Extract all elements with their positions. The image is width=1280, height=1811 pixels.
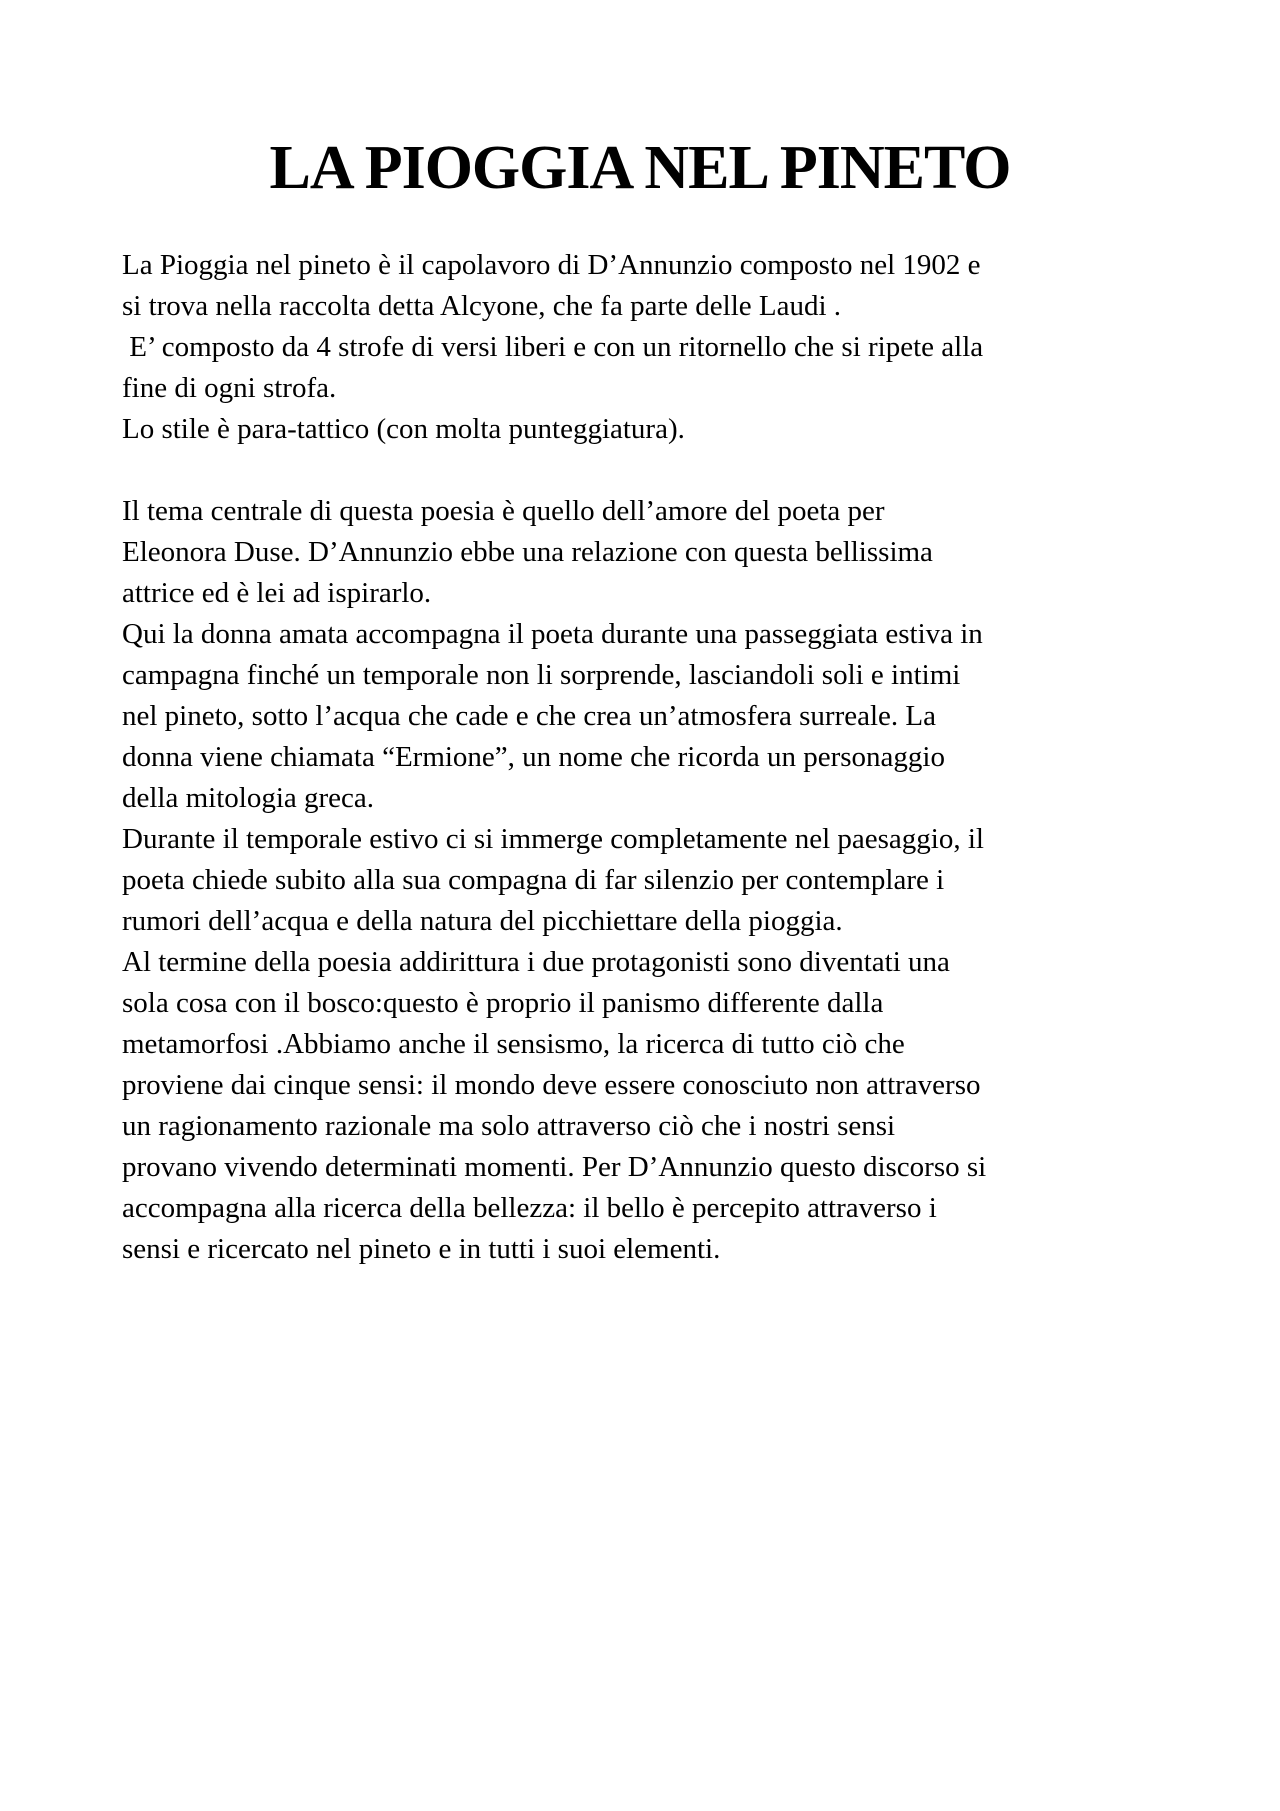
text-line-24: accompagna alla ricerca della bellezza: il bello è percepito attraverso i bbox=[122, 1192, 937, 1224]
text-line-18: Al termine della poesia addirittura i due protagonisti sono diventati una bbox=[122, 946, 950, 978]
text-line-14: della mitologia greca. bbox=[122, 782, 375, 814]
text-line-8: Eleonora Duse. D’Annunzio ebbe una relazione con questa bellissima bbox=[122, 536, 933, 568]
text-line-11: campagna finché un temporale non li sorprende, lasciandoli soli e intimi bbox=[122, 659, 961, 691]
text-line-5: Lo stile è para-tattico (con molta punteggiatura). bbox=[122, 413, 685, 445]
text-line-13: donna viene chiamata “Ermione”, un nome che ricorda un personaggio bbox=[122, 741, 945, 773]
text-line-17: rumori dell’acqua e della natura del picchiettare della pioggia. bbox=[122, 905, 843, 937]
text-line-19: sola cosa con il bosco:questo è proprio il panismo differente dalla bbox=[122, 987, 884, 1019]
text-line-25: sensi e ricercato nel pineto e in tutti i suoi elementi. bbox=[122, 1233, 721, 1265]
text-line-10: Qui la donna amata accompagna il poeta durante una passeggiata estiva in bbox=[122, 618, 983, 650]
text-line-3: E’ composto da 4 strofe di versi liberi e con un ritornello che si ripete alla bbox=[122, 331, 984, 363]
text-line-2: si trova nella raccolta detta Alcyone, che fa parte delle Laudi . bbox=[122, 290, 842, 322]
text-line-12: nel pineto, sotto l’acqua che cade e che crea un’atmosfera surreale. La bbox=[122, 700, 936, 732]
text-line-16: poeta chiede subito alla sua compagna di far silenzio per contemplare i bbox=[122, 864, 945, 896]
text-line-21: proviene dai cinque sensi: il mondo deve essere conosciuto non attraverso bbox=[122, 1069, 981, 1101]
text-line-4: fine di ogni strofa. bbox=[122, 372, 337, 404]
body-text bbox=[122, 245, 1182, 1270]
text-line-23: provano vivendo determinati momenti. Per D’Annunzio questo discorso si bbox=[122, 1151, 987, 1183]
text-line-15: Durante il temporale estivo ci si immerge completamente nel paesaggio, il bbox=[122, 823, 984, 855]
blank-line bbox=[122, 450, 1182, 491]
text-line-1: La Pioggia nel pineto è il capolavoro di D’Annunzio composto nel 1902 e bbox=[122, 249, 981, 281]
text-line-20: metamorfosi .Abbiamo anche il sensismo, la ricerca di tutto ciò che bbox=[122, 1028, 905, 1060]
text-line-22: un ragionamento razionale ma solo attraverso ciò che i nostri sensi bbox=[122, 1110, 896, 1142]
page-title: LA PIOGGIA NEL PINETO bbox=[269, 134, 1011, 202]
text-line-9: attrice ed è lei ad ispirarlo. bbox=[122, 577, 432, 609]
text-line-7: Il tema centrale di questa poesia è quello dell’amore del poeta per bbox=[122, 495, 885, 527]
